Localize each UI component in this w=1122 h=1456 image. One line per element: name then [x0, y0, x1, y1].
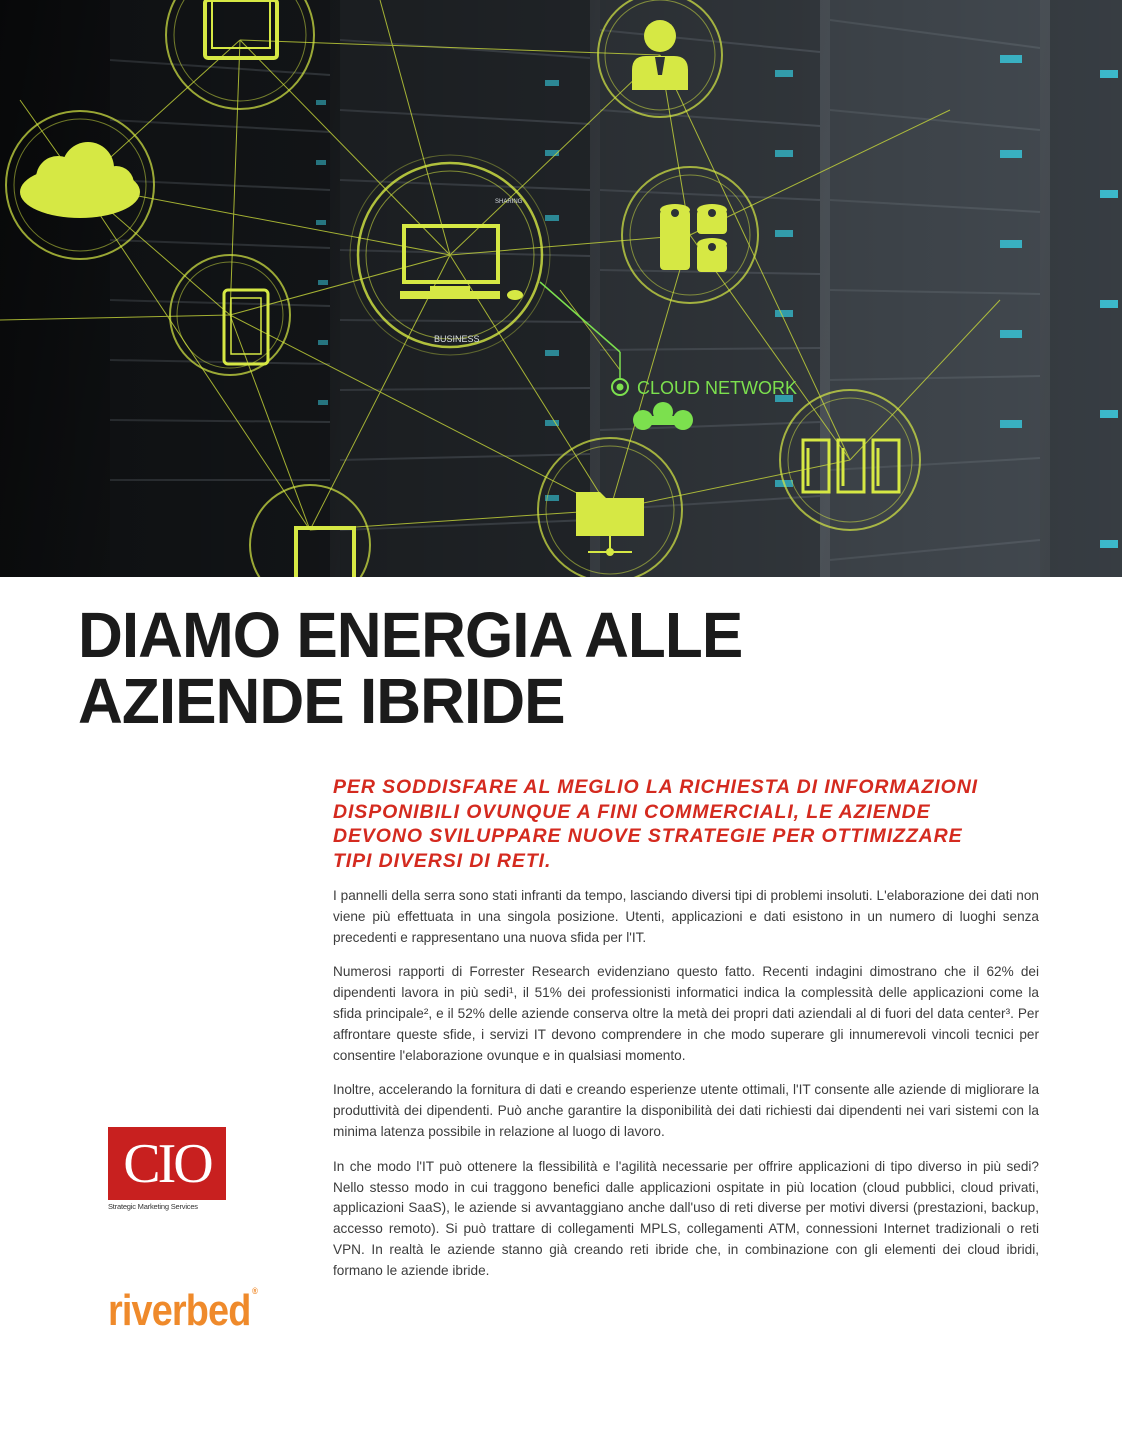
registered-mark: ® [252, 1286, 258, 1296]
cio-logo-text: CIO [123, 1132, 211, 1195]
body-paragraph: In che modo l'IT può ottenere la flessibilità e l'agilità necessarie per offrire applicazioni di tipo diverso in più sedi? Nello stesso modo in cui traggono benefici dalle applicazioni ospitate in più location (cloud pubblici, cloud privati, applicazioni SaaS), le aziende si avvantaggiano anche dall'uso di reti diverse per motivi diversi (prestazioni, backup, accesso remoto). Si può trattare di collegamenti MPLS, collegamenti ATM, connessioni Internet tradizionali o reti VPN. In realtà le aziende stanno già creando reti ibride che, in combinazione con gli elementi dei cloud ibridi, formano le aziende ibride. [333, 1158, 1039, 1278]
body-text [333, 886, 1039, 1296]
cio-logo-box [108, 1127, 226, 1200]
subtitle-line: PER SODDISFARE AL MEGLIO LA RICHIESTA DI INFORMAZIONI [333, 776, 978, 798]
riverbed-logo-text: riverbed [108, 1286, 251, 1335]
body-paragraph: I pannelli della serra sono stati infranti da tempo, lasciando diversi tipi di problemi insoluti. L'elaborazione dei dati non viene più effettuata in una singola posizione. Utenti, applicazioni e dati esistono in un numero di luoghi senza precedenti e rappresentano una nuova sfida per l'IT. [333, 888, 1039, 945]
subtitle [333, 775, 1053, 873]
riverbed-logo [108, 1286, 257, 1336]
body-paragraph: Inoltre, accelerando la fornitura di dati e creando esperienze utente ottimali, l'IT consente alle aziende di migliorare la produttività dei dipendenti. Può anche garantire la disponibilità dei dati richiesti dai dipendenti nei vari sistemi con la minima latenza possibile in relazione al luogo di lavoro. [333, 1082, 1039, 1139]
subtitle-line: DEVONO SVILUPPARE NUOVE STRATEGIE PER OTTIMIZZARE [333, 825, 963, 847]
title-line: DIAMO ENERGIA ALLE [78, 599, 743, 671]
subtitle-line: TIPI DIVERSI DI RETI. [333, 849, 552, 872]
server-racks [0, 0, 1122, 577]
business-label: BUSINESS [434, 334, 480, 344]
network-illustration [0, 0, 1122, 577]
cio-logo-subtitle: Strategic Marketing Services [108, 1202, 198, 1211]
small-hero-label: SHARING [495, 199, 523, 205]
subtitle-line: DISPONIBILI OVUNQUE A FINI COMMERCIALI, LE AZIENDE [333, 800, 931, 823]
cloud-network-label: CLOUD NETWORK [637, 378, 798, 398]
cio-logo [108, 1127, 228, 1211]
hero-image [0, 0, 1122, 577]
page-title [78, 599, 1048, 737]
body-paragraph: Numerosi rapporti di Forrester Research evidenziano questo fatto. Recenti indagini dimostrano che il 62% dei dipendenti lavora in più sedi¹, il 51% dei professionisti informatici indica la complessità delle applicazioni come la sfida principale², e il 52% delle aziende conserva oltre la metà dei propri dati aziendali al di fuori del data center³. Per affrontare queste sfide, i servizi IT devono comprendere in che modo superare gli innumerevoli vincoli tecnici per consentire l'elaborazione ovunque e in qualsiasi momento. [333, 964, 1039, 1063]
title-line: AZIENDE IBRIDE [78, 665, 565, 737]
